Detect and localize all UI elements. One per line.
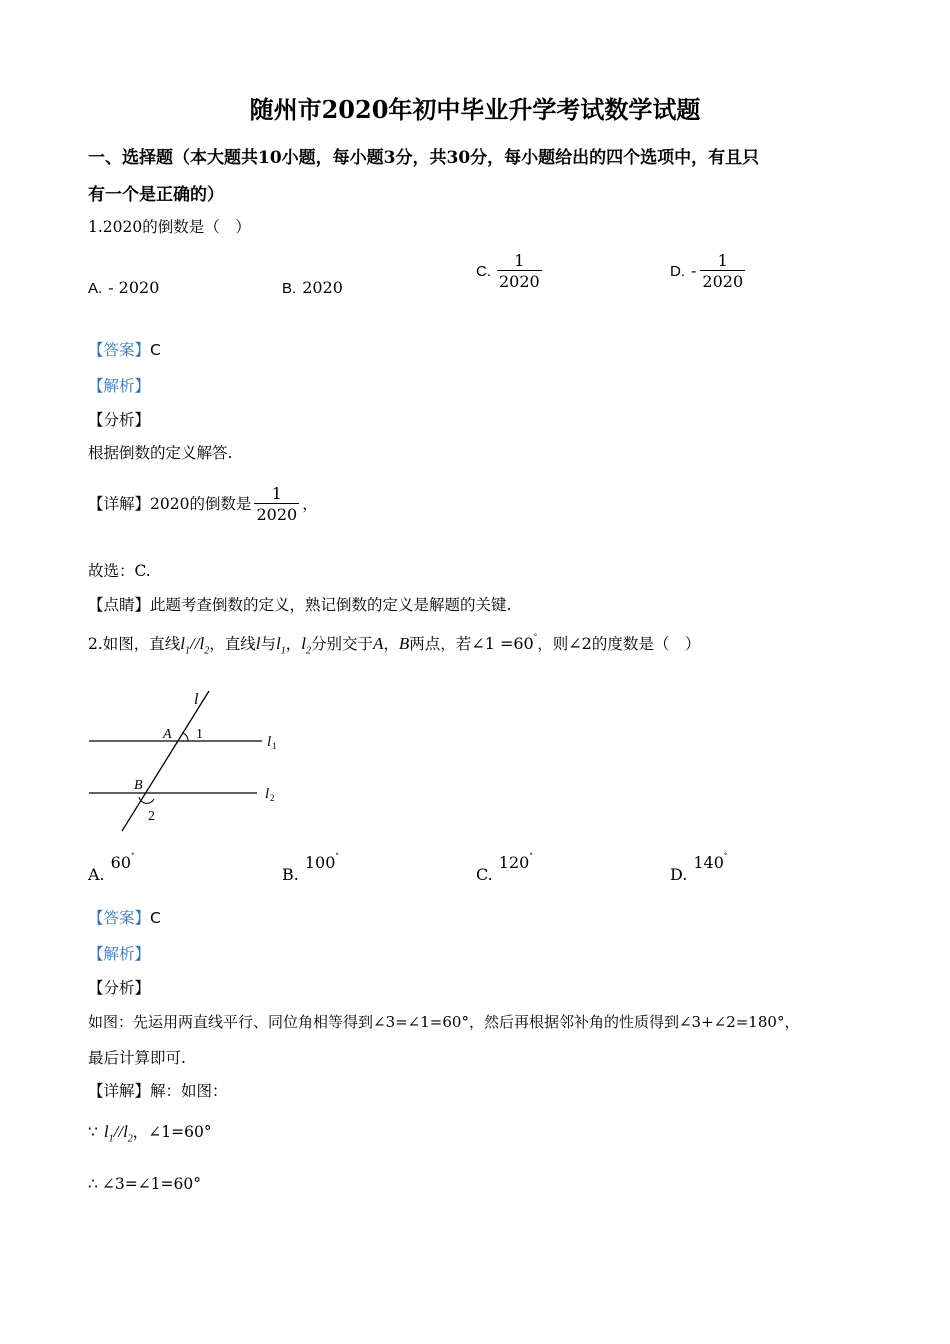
line-l2: $l_2$	[199, 634, 210, 657]
q2-fenxi-tag: 【分析】	[88, 979, 151, 997]
q1-dianjing	[88, 593, 511, 615]
parallel-lines-figure	[85, 685, 285, 840]
degree-sign: °	[723, 852, 728, 860]
q2-fenxi-line2: 最后计算即可.	[88, 1049, 186, 1067]
figure-label-a: A	[163, 727, 172, 742]
parallel-sign: //	[113, 1122, 124, 1141]
angle1-eq: ∠1 =60°	[471, 633, 538, 653]
stem-text: ，	[285, 635, 302, 653]
figure-label-l2-sub: 2	[270, 793, 275, 803]
q2-fenxi-line1: 如图：先运用两直线平行、同位角相等得到∠3=∠1=60°，然后再根据邻补角的性质得到∠3+∠2=180°，	[88, 1013, 800, 1031]
option-label: A.	[88, 865, 105, 884]
dianjing-tag: 【点睛】	[88, 596, 151, 614]
parallel-sign: //	[190, 634, 200, 653]
angle1-arc	[183, 733, 188, 741]
q1-option-a	[88, 278, 159, 297]
q2-stem	[88, 632, 700, 656]
degree-sign: °	[335, 852, 339, 860]
dianjing-text: 此题考查倒数的定义，熟记倒数的定义是解题的关键.	[150, 596, 512, 614]
fraction-denominator: 2020	[256, 505, 298, 525]
stem-text: 2.如图，直线	[88, 635, 181, 653]
figure-label-l2: l	[265, 786, 270, 802]
q1-option-b	[282, 278, 343, 297]
point-b: B	[398, 634, 410, 653]
point-a: A	[372, 634, 384, 653]
figure-label-l1: l	[267, 734, 272, 750]
q2-option-a	[88, 852, 135, 884]
q2-detail	[88, 1079, 228, 1101]
answer-tag: 【答案】	[88, 341, 151, 359]
detail-text: 解：如图：	[150, 1082, 228, 1100]
option-label: C.	[476, 865, 493, 884]
line-l1: $l_1$	[180, 634, 191, 657]
angle2: ∠2	[568, 634, 592, 653]
detail-text: 2020的倒数是	[150, 494, 252, 513]
degree-sign: °	[131, 852, 135, 860]
figure-label-1: 1	[196, 727, 203, 742]
therefore-symbol: ∴	[88, 1175, 98, 1193]
option-text: - 2020	[108, 278, 160, 297]
option-label: C.	[476, 263, 491, 281]
stem-text: 两点，若	[409, 635, 472, 653]
fraction	[497, 252, 542, 292]
page-title: 随州市2020年初中毕业升学考试数学试题	[249, 95, 701, 124]
fraction	[254, 485, 299, 525]
q1-fenxi-tag: 【分析】	[88, 411, 151, 429]
q2-option-c	[476, 852, 533, 884]
q1-option-c	[476, 252, 542, 292]
q1-fenxi-text: 根据倒数的定义解答.	[88, 444, 233, 462]
stem-text: ，直线	[209, 635, 256, 653]
option-label: A.	[88, 280, 103, 297]
stem-text: ，	[383, 635, 399, 653]
answer-value: C	[150, 341, 161, 359]
stem-text: 与	[260, 635, 276, 653]
detail-tag: 【详解】	[88, 1082, 151, 1100]
fraction-denominator: 2020	[702, 272, 744, 292]
degree-sign: °	[529, 852, 533, 860]
fraction-numerator: 1	[271, 484, 282, 503]
section-heading-line1: 一、选择题（本大题共10小题，每小题3分，共30分，每小题给出的四个选项中，有且只	[88, 148, 760, 168]
option-label: B.	[282, 280, 297, 297]
q1-choose: 故选：C.	[88, 562, 151, 580]
stem-text: 分别交于	[310, 635, 373, 653]
q2-analysis-tag: 【解析】	[88, 945, 151, 963]
q2-option-d	[670, 852, 727, 884]
detail-tag: 【详解】	[88, 494, 151, 513]
option-text: 120	[498, 853, 530, 872]
transversal-line-shape	[122, 691, 209, 831]
q1-detail	[88, 485, 318, 525]
q2-answer	[88, 906, 161, 928]
q2-because-line	[88, 1120, 212, 1144]
option-text: 60	[110, 853, 131, 872]
section-heading-line2: 有一个是正确的）	[88, 185, 224, 205]
fraction-denominator: 2020	[499, 272, 540, 292]
answer-value: C	[150, 909, 161, 927]
q2-option-b	[282, 852, 339, 884]
q1-option-d	[670, 252, 745, 292]
line-l1: $l_1$	[103, 1122, 114, 1145]
figure-label-l1-sub: 1	[272, 741, 277, 751]
fraction-numerator: 1	[514, 251, 525, 270]
detail-end: ，	[302, 494, 318, 513]
option-label: B.	[282, 865, 299, 884]
q2-therefore-line	[88, 1175, 201, 1193]
figure-label-2: 2	[148, 809, 155, 824]
q1-answer	[88, 338, 161, 360]
fraction-numerator: 1	[717, 251, 728, 270]
figure-label-b: B	[134, 778, 143, 793]
minus-sign: -	[691, 261, 697, 281]
q1-analysis-tag: 【解析】	[88, 377, 151, 395]
line-l2: $l_2$	[301, 634, 311, 657]
option-label: D.	[670, 865, 688, 884]
option-label: D.	[670, 263, 685, 281]
line-l: l	[255, 634, 261, 653]
because-symbol: ∵	[88, 1123, 98, 1141]
option-text: 100	[304, 853, 336, 872]
therefore-rest: ∠3=∠1=60°	[101, 1175, 202, 1193]
option-text: 140	[693, 853, 724, 872]
figure-label-l: l	[194, 691, 199, 708]
because-rest: ，∠1=60°	[132, 1123, 212, 1141]
option-text: 2020	[302, 278, 343, 297]
stem-text: 的度数是（ ）	[591, 635, 701, 653]
fraction	[700, 252, 745, 292]
answer-tag: 【答案】	[88, 909, 151, 927]
stem-text: ，则	[537, 635, 569, 653]
line-l2: $l_2$	[123, 1122, 133, 1145]
line-l1: $l_1$	[275, 634, 286, 657]
q1-stem: 1.2020的倒数是（ ）	[88, 218, 251, 236]
